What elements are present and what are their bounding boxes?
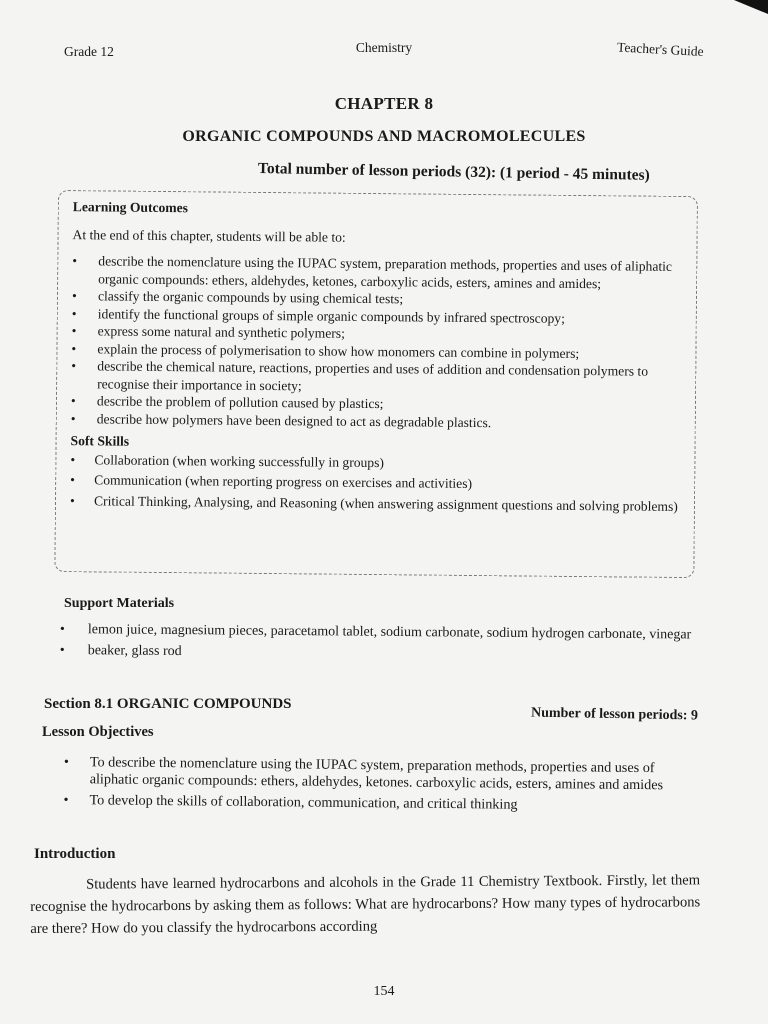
support-materials-heading: Support Materials — [64, 596, 175, 611]
section-periods: Number of lesson periods: 9 — [530, 705, 699, 724]
list-item: • describe the chemical nature, reactions, properties and uses of addition and condensation polymers to recognise their importance in society; — [71, 357, 685, 398]
introduction-heading: Introduction — [34, 846, 116, 862]
learning-outcomes-heading: Learning Outcomes — [72, 199, 189, 216]
page-corner-mark — [734, 0, 768, 14]
list-item: • To describe the nomenclature using the IUPAC system, preparation methods, properties and uses of aliphatic organic compounds: ethers, aldehydes, ketones. carboxylic acids, esters, amines and amides — [64, 754, 700, 795]
chapter-number: CHAPTER 8 — [334, 94, 434, 113]
list-item: • Collaboration (when working successfully in groups) — [70, 451, 684, 474]
header-subject: Chemistry — [355, 40, 413, 55]
lesson-objectives-heading: Lesson Objectives — [42, 724, 154, 740]
list-item: • beaker, glass rod — [60, 641, 692, 664]
lesson-objectives-list — [63, 754, 700, 820]
list-item: • To develop the skills of collaboration, communication, and critical thinking — [63, 792, 699, 816]
list-item: • explain the process of polymerisation to show how monomers can combine in polymers; — [71, 340, 685, 363]
list-item: • describe the nomenclature using the IUPAC system, preparation methods, properties and uses of aliphatic organic compounds: ethers, aldehydes, ketones, carboxylic acids, esters, amines and amides; — [72, 252, 686, 293]
page-number: 154 — [373, 984, 395, 999]
list-item: • express some natural and synthetic polymers; — [72, 322, 686, 345]
list-item: • Communication (when reporting progress on exercises and activities) — [70, 471, 684, 494]
chapter-title: ORGANIC COMPOUNDS AND MACROMOLECULES — [182, 128, 586, 145]
list-item: • Critical Thinking, Analysing, and Reasoning (when answering assignment questions and solving problems) — [70, 492, 684, 515]
list-item: • describe how polymers have been designed to act as degradable plastics. — [71, 410, 685, 433]
soft-skills-list — [70, 451, 685, 515]
introduction-paragraph: Students have learned hydrocarbons and alcohols in the Grade 11 Chemistry Textbook. Firstly, let them recognise the hydrocarbons by asking them as follows: What are hydrocarbons? How many types of hydrocarbons are there? How do you classify the hydrocarbons according — [30, 872, 701, 937]
list-item: • lemon juice, magnesium pieces, paracetamol tablet, sodium carbonate, sodium hydrogen carbonate, vinegar — [60, 621, 692, 644]
learning-outcomes-intro: At the end of this chapter, students will be able to: — [72, 226, 346, 245]
support-materials-list — [60, 621, 692, 668]
header-grade: Grade 12 — [64, 44, 114, 59]
list-item: • describe the problem of pollution caused by plastics; — [71, 392, 685, 415]
learning-outcomes-box — [54, 190, 698, 578]
learning-outcomes-list — [71, 252, 687, 433]
list-item: • identify the functional groups of simple organic compounds by infrared spectroscopy; — [72, 305, 686, 328]
header-guide: Teacher's Guide — [617, 39, 705, 59]
chapter-periods: Total number of lesson periods (32): (1 period - 45 minutes) — [257, 160, 650, 184]
soft-skills-heading: Soft Skills — [70, 433, 130, 449]
list-item: • classify the organic compounds by using chemical tests; — [72, 287, 686, 310]
section-heading: Section 8.1 ORGANIC COMPOUNDS — [44, 696, 292, 712]
